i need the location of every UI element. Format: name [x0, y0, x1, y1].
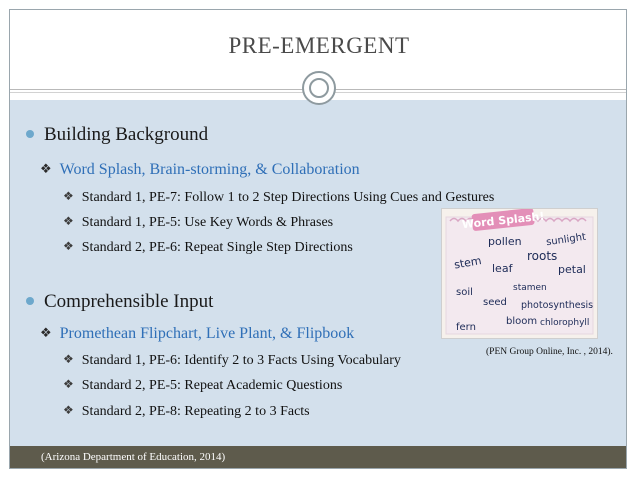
- splash-word: seed: [483, 297, 507, 308]
- section-heading-building-background: [26, 124, 208, 146]
- word-splash-drawing: [442, 209, 597, 338]
- subheading-word-splash: [40, 161, 360, 179]
- standard-item: [63, 240, 353, 256]
- standard-item: [63, 190, 494, 206]
- subheading-label: Word Splash, Brain-storming, & Collaboration: [59, 161, 360, 178]
- diamond-bullet-icon: ❖: [63, 377, 74, 391]
- standard-item: [63, 404, 310, 420]
- standard-label: Standard 2, PE-8: Repeating 2 to 3 Facts: [81, 404, 310, 419]
- footer-citation: (Arizona Department of Education, 2014): [41, 451, 226, 463]
- subheading-label: Promethean Flipchart, Live Plant, & Flipbook: [59, 325, 355, 342]
- splash-word: pollen: [488, 235, 522, 248]
- splash-word: soil: [456, 287, 473, 298]
- splash-word: stamen: [513, 283, 547, 293]
- splash-word: bloom: [506, 316, 538, 327]
- word-splash-photo: [441, 208, 598, 339]
- standard-label: Standard 2, PE-5: Repeat Academic Questions: [81, 378, 343, 393]
- bullet-dot-icon: [26, 130, 34, 138]
- standard-label: Standard 1, PE-5: Use Key Words & Phrases: [81, 215, 334, 230]
- splash-word: stem: [453, 254, 483, 272]
- standard-item: [63, 378, 342, 394]
- section-heading-comprehensible-input: [26, 291, 213, 313]
- section-heading-label: Building Background: [44, 124, 209, 145]
- standard-item: [63, 353, 401, 369]
- splash-word: fern: [456, 322, 476, 333]
- image-credit: (PEN Group Online, Inc. , 2014).: [486, 347, 613, 357]
- diamond-bullet-icon: ❖: [63, 352, 74, 366]
- diamond-bullet-icon: ❖: [40, 161, 52, 176]
- splash-word: roots: [527, 249, 558, 263]
- diamond-bullet-icon: ❖: [63, 403, 74, 417]
- word-splash-banner: Word Splash!: [461, 209, 546, 232]
- splash-word: photosynthesis: [521, 300, 594, 311]
- standard-label: Standard 2, PE-6: Repeat Single Step Directions: [81, 240, 353, 255]
- splash-word: sunlight: [545, 231, 587, 249]
- diamond-bullet-icon: ❖: [40, 325, 52, 340]
- slide-title: PRE-EMERGENT: [228, 33, 410, 58]
- splash-word: leaf: [492, 262, 513, 275]
- subheading-promethean: [40, 325, 354, 343]
- diamond-bullet-icon: ❖: [63, 189, 74, 203]
- bullet-dot-icon: [26, 297, 34, 305]
- circle-ornament-inner: [309, 78, 329, 98]
- diamond-bullet-icon: ❖: [63, 239, 74, 253]
- circle-ornament-icon: [302, 71, 336, 105]
- standard-label: Standard 1, PE-6: Identify 2 to 3 Facts Using Vocabulary: [81, 353, 401, 368]
- splash-word: chlorophyll: [540, 318, 590, 328]
- splash-word: petal: [558, 263, 586, 276]
- diamond-bullet-icon: ❖: [63, 214, 74, 228]
- section-heading-label: Comprehensible Input: [44, 291, 214, 312]
- standard-item: [63, 215, 333, 231]
- standard-label: Standard 1, PE-7: Follow 1 to 2 Step Directions Using Cues and Gestures: [81, 190, 495, 205]
